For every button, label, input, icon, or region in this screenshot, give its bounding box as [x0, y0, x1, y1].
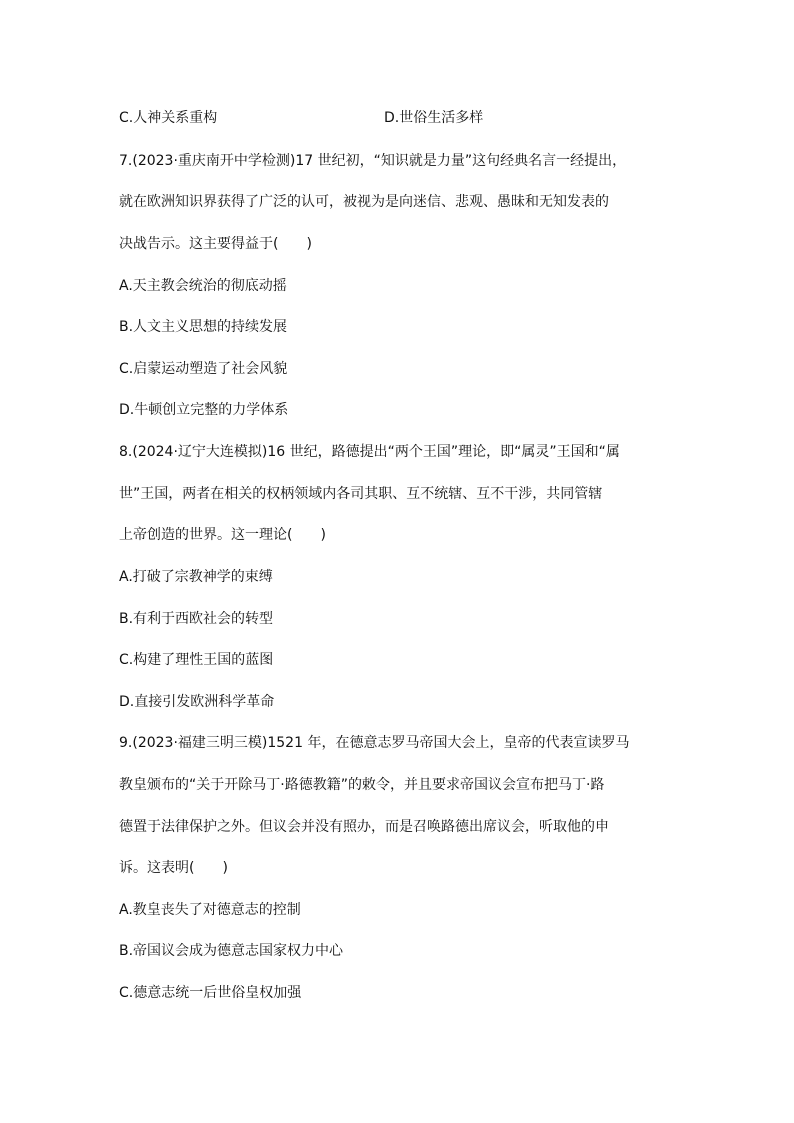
q8-option-a: A.打破了宗教神学的束缚 — [119, 569, 273, 585]
q7-stem-line-1: 7.(2023·重庆南开中学检测)17 世纪初，“知识就是力量”这句经典名言一经提出， — [119, 153, 627, 169]
q8-stem-line-2: 世”王国，两者在相关的权柄领域内各司其职、互不统辖、互不干涉，共同管辖 — [119, 486, 603, 502]
q8-stem-line-3: 上帝创造的世界。这一理论( ) — [119, 527, 326, 543]
q6-option-d: D.世俗生活多样 — [384, 110, 484, 126]
q9-option-c: C.德意志统一后世俗皇权加强 — [119, 985, 302, 1001]
q7-option-b: B.人文主义思想的持续发展 — [119, 319, 288, 335]
q9-stem-line-4: 诉。这表明( ) — [119, 860, 228, 876]
q8-option-c: C.构建了理性王国的蓝图 — [119, 652, 274, 668]
q6-options-row — [119, 108, 217, 128]
q7-option-d: D.牛顿创立完整的力学体系 — [119, 402, 289, 418]
q7-stem-line-3: 决战告示。这主要得益于( ) — [119, 236, 312, 252]
q6-option-d-wrap — [384, 108, 483, 128]
q8-option-b: B.有利于西欧社会的转型 — [119, 611, 274, 627]
q7-option-c: C.启蒙运动塑造了社会风貌 — [119, 361, 288, 377]
q8-option-d: D.直接引发欧洲科学革命 — [119, 694, 275, 710]
q7-option-a: A.天主教会统治的彻底动摇 — [119, 278, 287, 294]
q7-stem-line-2: 就在欧洲知识界获得了广泛的认可，被视为是向迷信、悲观、愚昧和无知发表的 — [119, 194, 609, 210]
q9-option-b: B.帝国议会成为德意志国家权力中心 — [119, 943, 344, 959]
q9-option-a: A.教皇丧失了对德意志的控制 — [119, 902, 301, 918]
q9-stem-line-2: 教皇颁布的“关于开除马丁·路德教籍”的敕令，并且要求帝国议会宣布把马丁·路 — [119, 777, 605, 793]
q9-stem-line-1: 9.(2023·福建三明三模)1521 年，在德意志罗马帝国大会上，皇帝的代表宣读罗马 — [119, 735, 630, 751]
q6-option-c: C.人神关系重构 — [119, 110, 218, 126]
q8-stem-line-1: 8.(2024·辽宁大连模拟)16 世纪，路德提出“两个王国”理论，即“属灵”王国和“属 — [119, 444, 620, 460]
q9-stem-line-3: 德置于法律保护之外。但议会并没有照办，而是召唤路德出席议会，听取他的申 — [119, 819, 609, 835]
